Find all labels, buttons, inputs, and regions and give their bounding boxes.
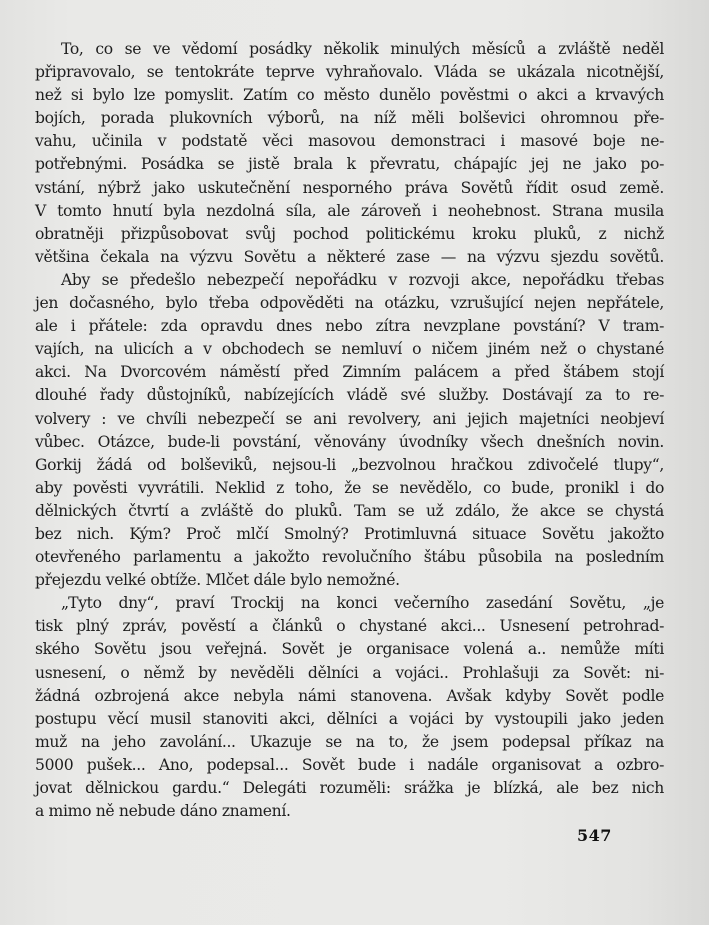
text-line: otevřeného parlamentu a jakožto revolučního štábu působila na posledním — [35, 548, 664, 567]
text-line: jen dočasného, bylo třeba odpověděti na otázku, vzrušující nejen nepřátele, — [35, 294, 664, 313]
text-line: volvery : ve chvíli nebezpečí se ani revolvery, ani jejich majetníci neobjeví — [35, 409, 664, 428]
text-line: 5000 pušek... Ano, podepsal... Sovět bude i nadále organisovat a ozbro- — [35, 755, 664, 774]
text-line: připravovalo, se tentokráte teprve vyhraňovalo. Vláda se ukázala nicotnější, — [35, 63, 664, 82]
text-line: obratněji přizpůsobovat svůj pochod politickému kroku pluků, z nichž — [35, 224, 664, 243]
text-line: dlouhé řady důstojníků, nabízejících vládě své služby. Dostávají za to re- — [35, 386, 664, 405]
text-line: vůbec. Otázce, bude-li povstání, věnovány úvodníky všech dnešních novin. — [35, 432, 664, 451]
text-line: akci. Na Dvorcovém náměstí před Zimním palácem a před štábem stojí — [35, 363, 664, 382]
text-line: jovat dělnickou gardu.“ Delegáti rozuměli: srážka je blízká, ale bez nich — [35, 779, 664, 797]
text-line: bez nich. Kým? Proč mlčí Smolný? Protimluvná situace Sovětu jakožto — [35, 524, 664, 543]
text-line: postupu věcí musil stanoviti akci, dělníci a vojáci by vystoupili jako jeden — [35, 709, 664, 728]
text-line: tisk plný zpráv, pověstí a článků o chystané akci... Usnesení petrohrad- — [35, 617, 664, 636]
text-line: muž na jeho zavolání... Ukazuje se na to, že jsem podepsal příkaz na — [35, 732, 664, 751]
text-line: vajích, na ulicích a v obchodech se nemluví o ničem jiném než o chystané — [35, 340, 664, 359]
text-line: To, co se ve vědomí posádky několik minulých měsíců a zvláště neděl — [61, 40, 664, 58]
text-line: potřebnými. Posádka se jistě brala k převratu, chápajíc jej ne jako po- — [35, 155, 664, 174]
text-line: „Tyto dny“, praví Trockij na konci večerního zasedání Sovětu, „je — [61, 594, 664, 613]
text-line: vstání, nýbrž jako uskutečnění nesporného práva Sovětů řídit osud země. — [35, 178, 664, 197]
paragraph — [35, 38, 664, 269]
text-line: než si bylo lze pomyslit. Zatím co město dunělo pověstmi o akci a krvavých — [35, 86, 664, 105]
text-line: Gorkij žádá od bolševiků, nejsou-li „bezvolnou hračkou zdivočelé tlupy“, — [35, 455, 664, 474]
text-line: dělnických čtvrtí a zvláště do pluků. Tam se už zdálo, že akce se chystá — [35, 501, 664, 520]
body-text — [35, 38, 664, 823]
text-line: Aby se předešlo nebezpečí nepořádku v rozvoji akce, nepořádku třebas — [61, 270, 664, 289]
page-number: 547 — [577, 826, 612, 845]
text-line: většina čekala na výzvu Sovětu a některé zase — na výzvu sjezdu sovětů. — [35, 247, 664, 266]
text-line: bojích, porada plukovních výborů, na níž měli bolševici ohromnou pře- — [35, 109, 664, 128]
paragraph — [35, 592, 664, 823]
text-line: V tomto hnutí byla nezdolná síla, ale zároveň i neohebnost. Strana musila — [35, 201, 664, 220]
text-line: vahu, učinila v podstatě věci masovou demonstraci i masové boje ne- — [35, 132, 664, 151]
text-line: ského Sovětu jsou veřejná. Sovět je organisace volená a.. nemůže míti — [35, 640, 664, 659]
text-line: aby pověsti vyvrátili. Neklid z toho, že se nevědělo, co bude, pronikl i do — [35, 478, 664, 497]
text-line: přejezdu velké obtíže. Mlčet dále bylo nemožné. — [35, 571, 400, 590]
text-line: žádná ozbrojená akce nebyla námi stanovena. Avšak kdyby Sovět podle — [35, 686, 664, 705]
text-line: a mimo ně nebude dáno znamení. — [35, 802, 291, 821]
text-line: ale i přátele: zda opravdu dnes nebo zítra nevzplane povstání? V tram- — [35, 317, 664, 336]
text-line: usnesení, o němž by nevěděli dělníci a vojáci.. Prohlašuji za Sovět: ni- — [35, 663, 664, 682]
paragraph — [35, 269, 664, 592]
